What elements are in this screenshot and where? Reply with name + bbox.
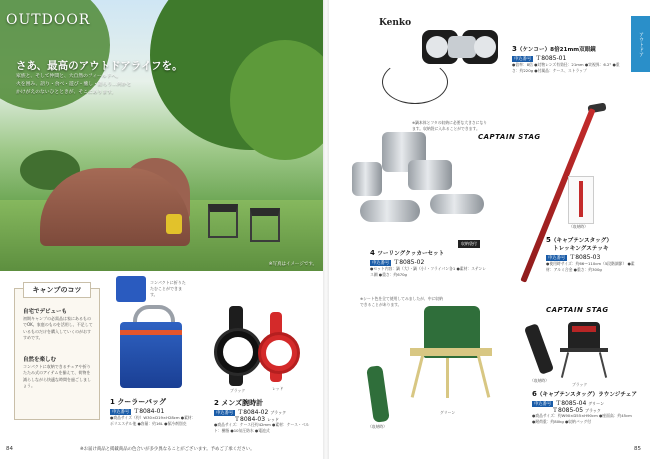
section-side-tab: アウトドア xyxy=(631,16,650,72)
product-4-code-line xyxy=(370,257,424,266)
product-5-title xyxy=(546,236,612,244)
product-4-desc: ●セット内容：鍋（大）・鍋（小）・フライパン各1 ●素材：ステンレス鋼 ●重さ：約670g xyxy=(370,266,487,277)
product-6-number: 6 xyxy=(532,390,537,398)
red-watch-label: レッド xyxy=(272,386,284,391)
black-chair-bag-label: （収納時） xyxy=(530,378,549,383)
chair-bag-label: （収納時） xyxy=(368,424,387,429)
black-watch-label: ブラック xyxy=(230,388,246,393)
product-5-number: 5 xyxy=(546,236,551,244)
product-3-title xyxy=(512,45,596,53)
product-3-name: 8倍21mm双眼鏡 xyxy=(550,47,596,53)
chair-note: ※シート色を全て使用してみましたが、中に収納できることがあります。 xyxy=(360,296,443,307)
red-watch-image xyxy=(258,332,300,374)
product-3-code: Ｔ8085-01 xyxy=(535,55,567,62)
product-5-brand: （キャプテンスタッグ） xyxy=(550,238,613,244)
product-6-code-1: Ｔ8085-04 xyxy=(555,400,587,407)
footer-note: ※お届け商品と掲載商品の色合いが多少異なることがございます。予めご了承ください。 xyxy=(80,447,255,452)
cookset-note: ※鍋本体とフタの収納に必要な大きさになります。収納袋に入れることができます。 xyxy=(412,120,488,131)
product-6-name: ラウンジチェア xyxy=(598,392,637,398)
bag-stripe xyxy=(120,330,182,335)
camping-tips-box xyxy=(14,288,100,420)
catch-copy: さあ、最高のアウトドアライフを。 xyxy=(16,60,183,72)
product-3-number: 3 xyxy=(512,45,517,53)
camping-photo xyxy=(0,0,323,271)
product-1-number: 1 xyxy=(110,398,115,406)
product-5-tag: 申込番号 xyxy=(548,255,566,261)
captain-stag-logo-2: CAPTAIN STAG xyxy=(546,306,609,314)
captain-stag-logo-1: CAPTAIN STAG xyxy=(478,133,541,141)
product-5-code-line xyxy=(546,252,600,261)
product-5-name: トレッキングステッキ xyxy=(553,246,609,252)
product-2-tag: 申込番号 xyxy=(216,410,234,416)
product-3-desc: ●倍率：8倍 ●対物レンズ有効径：21mm ●実視界：6.2° ●重さ：約220g ●付属品：ケース、ストラップ xyxy=(512,62,620,73)
cookset-image xyxy=(350,120,490,238)
product-4-number: 4 xyxy=(370,249,375,257)
stick-inset-image xyxy=(568,176,594,224)
black-lounge-chair-image xyxy=(556,322,612,380)
binocular-strap xyxy=(382,60,448,104)
tips-body-1: 初期キャンプの必需品は家にあるものでOK。家庭のものを活用し、不足しているものだけを購入していくのがおすすめです。 xyxy=(23,316,93,341)
chair-bag-image xyxy=(366,365,390,423)
product-3-code-line xyxy=(512,53,566,62)
product-3-brand: （ケンコー） xyxy=(516,47,551,53)
product-6-color-1: グリーン xyxy=(588,401,605,406)
product-6-color-2: ブラック xyxy=(585,408,601,413)
lead-text: 家族と、そして仲間と、大自然のフィールドへ。 火を囲み、語り・食べ・遊び・癒し・語らう…何かと かけがえのないひとときが、そこにあります。 xyxy=(16,74,132,95)
product-4-name: ツーリングクッカーセット xyxy=(377,251,445,257)
product-4-title xyxy=(370,249,444,257)
product-2-name: メンズ腕時計 xyxy=(221,399,264,407)
photo-note: ※写真はイメージです。 xyxy=(268,262,317,267)
section-title: OUTDOOR xyxy=(6,12,91,28)
tips-subheading-2: 自然を楽しむ xyxy=(23,357,57,363)
tips-title: キャンプのコツ xyxy=(23,282,91,298)
folded-bag-caption: コンパクトに折りたたむことができます。 xyxy=(150,280,186,297)
stick-inset-label: （収納時） xyxy=(569,224,588,229)
kenko-logo: Kenko xyxy=(379,18,412,28)
green-lounge-chair-image xyxy=(396,306,500,400)
product-2-code-2: Ｔ8084-03 xyxy=(234,416,266,423)
page-gutter xyxy=(323,0,329,459)
product-1-tag: 申込番号 xyxy=(112,409,130,415)
cookset-badge: 収納袋付 xyxy=(458,240,480,248)
product-4-tag: 申込番号 xyxy=(372,260,390,266)
product-1-desc: ●商品サイズ（約）W30×D19×H28cm ●素材：ポリエステル他 ●容量：約16L ●保冷剤別売 xyxy=(110,415,196,426)
product-5-desc: ●使用時サイズ：約66〜110cm（5段階調節） ●素材：アルミ合金 ●重さ：約300g xyxy=(546,261,635,272)
product-2-color-1: ブラック xyxy=(270,410,287,415)
product-4-code: Ｔ8085-02 xyxy=(393,259,425,266)
green-chair-label: グリーン xyxy=(440,410,456,415)
product-1-code: Ｔ8084-01 xyxy=(133,408,165,415)
product-3-tag: 申込番号 xyxy=(514,56,532,62)
product-6-tag: 申込番号 xyxy=(534,401,552,407)
product-6-brand: （キャプテンスタッグ） xyxy=(536,392,599,398)
product-5-code: Ｔ8085-03 xyxy=(569,254,601,261)
product-6-desc: ●商品サイズ：約W90×D55×H90cm ●座面高：約45cm ●耐荷重：約80kg ●収納バッグ付 xyxy=(532,413,632,424)
tips-body-2: コンパクトに収納できるチェアや折りたたみ式のアイテムを揃えて、荷物を減らしながら快適な時間を過ごしましょう。 xyxy=(23,364,91,389)
folded-bag-image xyxy=(116,276,146,302)
product-2-number: 2 xyxy=(214,399,219,407)
black-watch-image xyxy=(214,328,262,376)
product-2-color-2: レッド xyxy=(267,417,279,422)
product-1-code-line xyxy=(110,406,164,415)
black-chair-bag-image xyxy=(524,323,554,375)
product-6-code-2: Ｔ8085-05 xyxy=(552,407,584,414)
product-1-name: クーラーバッグ xyxy=(117,398,166,406)
tips-subheading-1: 自宅でデビューも xyxy=(23,309,68,315)
page-number-right: 85 xyxy=(634,446,641,452)
product-6-title xyxy=(532,390,637,398)
black-chair-label: ブラック xyxy=(572,382,588,387)
product-2-code-1: Ｔ8084-02 xyxy=(237,409,269,416)
page-number-left: 84 xyxy=(6,446,13,452)
product-2-desc: ●商品サイズ：ケース径約42mm ●素材：ケース・ベルト：樹脂 ●10気圧防水 ●電池式 xyxy=(214,422,310,433)
